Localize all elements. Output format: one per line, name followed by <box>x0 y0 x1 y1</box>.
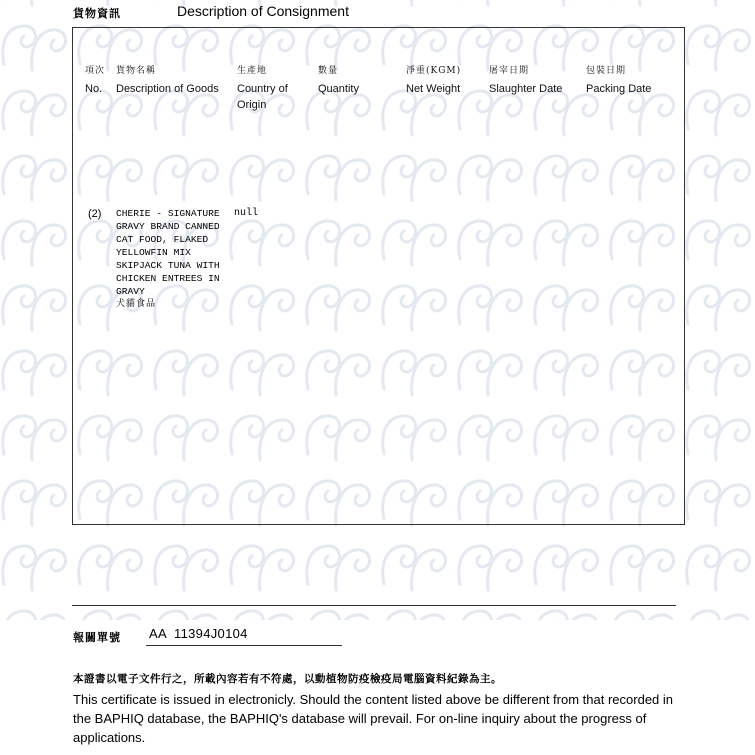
notice-zh: 本證書以電子文件行之，所載內容若有不符處，以動植物防疫檢疫局電腦資料紀錄為主。 <box>73 673 502 685</box>
section-title-zh: 貨物資訊 <box>73 7 121 20</box>
header-quantity-zh: 數量 <box>318 66 339 76</box>
row-item-number: (2) <box>88 208 102 220</box>
description-line: CHICKEN ENTREES IN <box>116 273 220 284</box>
description-line: GRAVY BRAND CANNED <box>116 221 220 232</box>
header-origin-zh: 生產地 <box>237 66 268 76</box>
header-origin <box>237 63 299 113</box>
header-description-zh: 貨物名稱 <box>116 66 157 76</box>
header-description <box>116 63 219 97</box>
header-net-weight-zh: 淨重(KGM) <box>406 66 462 76</box>
row-item-origin: null <box>234 208 259 219</box>
header-packing-date-en: Packing Date <box>586 83 652 95</box>
header-slaughter-date <box>489 63 562 97</box>
description-line: CAT FOOD, FLAKED <box>116 234 209 245</box>
declaration-number-value: AA 11394J0104 <box>149 626 248 641</box>
header-slaughter-date-zh: 屠宰日期 <box>489 66 530 76</box>
header-description-en: Description of Goods <box>116 83 219 95</box>
divider-line <box>72 605 676 606</box>
description-line: GRAVY <box>116 286 145 297</box>
header-quantity-en: Quantity <box>318 83 359 95</box>
header-no-zh: 項次 <box>85 66 106 76</box>
row-item-description <box>116 207 226 311</box>
consignment-table <box>72 27 685 525</box>
header-no <box>85 63 105 97</box>
header-packing-date-zh: 包裝日期 <box>586 66 627 76</box>
header-net-weight-en: Net Weight <box>406 83 461 95</box>
description-line: YELLOWFIN MIX <box>116 247 191 258</box>
header-origin-en: Country of Origin <box>237 83 288 111</box>
header-no-en: No. <box>85 83 103 95</box>
declaration-number-label: 報關單號 <box>73 631 121 644</box>
description-line: CHERIE - SIGNATURE <box>116 208 220 219</box>
notice-en: This certificate is issued in electronicly. Should the content listed above be different from that recorded in the BAPHIQ database, the BAPHIQ's database will prevail. For on-line inquiry about the progress of applications. <box>73 692 674 745</box>
header-net-weight <box>406 63 461 97</box>
header-quantity <box>318 63 359 97</box>
description-zh: 犬貓食品 <box>116 299 157 309</box>
declaration-number-underline <box>146 645 342 646</box>
header-slaughter-date-en: Slaughter Date <box>489 83 563 95</box>
description-line: SKIPJACK TUNA WITH <box>116 260 220 271</box>
header-packing-date <box>586 63 651 97</box>
section-title-en: Description of Consignment <box>177 3 349 19</box>
